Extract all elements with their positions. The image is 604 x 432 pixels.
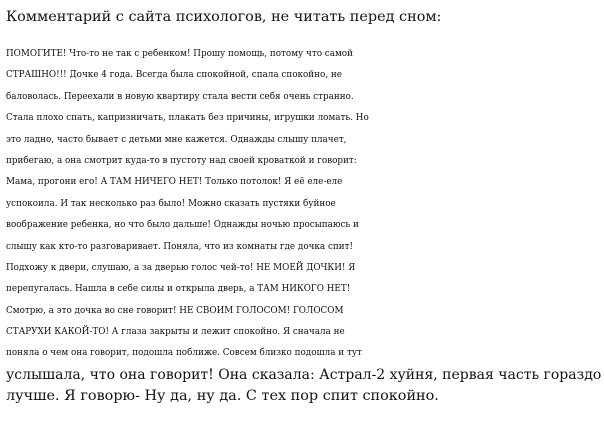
text-line: Смотрю, а это дочка во сне говорит! НЕ СВОИМ ГОЛОСОМ! ГОЛОСОМ	[6, 305, 344, 316]
text-line: воображение ребенка, но что было дальше! Однажды ночью просыпаюсь и	[6, 220, 359, 231]
text-line: успокоила. И так несколько раз было! Можно сказать пустяки буйное	[6, 198, 336, 209]
text-line: лучше. Я говорю- Ну да, ну да. С тех пор спит спокойно.	[6, 388, 439, 405]
text-line: поняла о чем она говорит, подошла поближе. Совсем близко подошла и тут	[6, 348, 362, 359]
text-line: услышала, что она говорит! Она сказала: Астрал-2 хуйня, первая часть гораздо	[6, 366, 602, 383]
text-line: Мама, прогони его! А ТАМ НИЧЕГО НЕТ! Только потолок! Я её еле-еле	[6, 177, 343, 188]
document-body	[6, 44, 601, 408]
document-heading: Комментарий с сайта психологов, не читать перед сном:	[6, 9, 442, 25]
text-line: прибегаю, а она смотрит куда-то в пустоту над своей кроваткой и говорит:	[6, 155, 357, 166]
text-line: это ладно, часто бывает с детьми мне кажется. Однажды слышу плачет,	[6, 134, 347, 145]
text-line: Стала плохо спать, капризничать, плакать без причины, игрушки ломать. Но	[6, 113, 369, 124]
text-line: Подхожу к двери, слушаю, а за дверью голос чей-то! НЕ МОЕЙ ДОЧКИ! Я	[6, 262, 356, 273]
text-line: слышу как кто-то разговаривает. Поняла, что из комнаты где дочка спит!	[6, 241, 354, 252]
text-line: перепугалась. Нашла в себе силы и открыла дверь, а ТАМ НИКОГО НЕТ!	[6, 284, 351, 295]
text-line: баловолась. Переехали в новую квартиру стала вести себя очень странно.	[6, 91, 354, 102]
text-line: СТРАШНО!!! Дочке 4 года. Всегда была спокойной, спала спокойно, не	[6, 70, 342, 81]
text-line: СТАРУХИ КАКОЙ-ТО! А глаза закрыты и лежит спокойно. Я сначала не	[6, 327, 345, 338]
text-line: ПОМОГИТЕ! Что-то не так с ребенком! Прошу помощь, потому что самой	[6, 49, 353, 59]
